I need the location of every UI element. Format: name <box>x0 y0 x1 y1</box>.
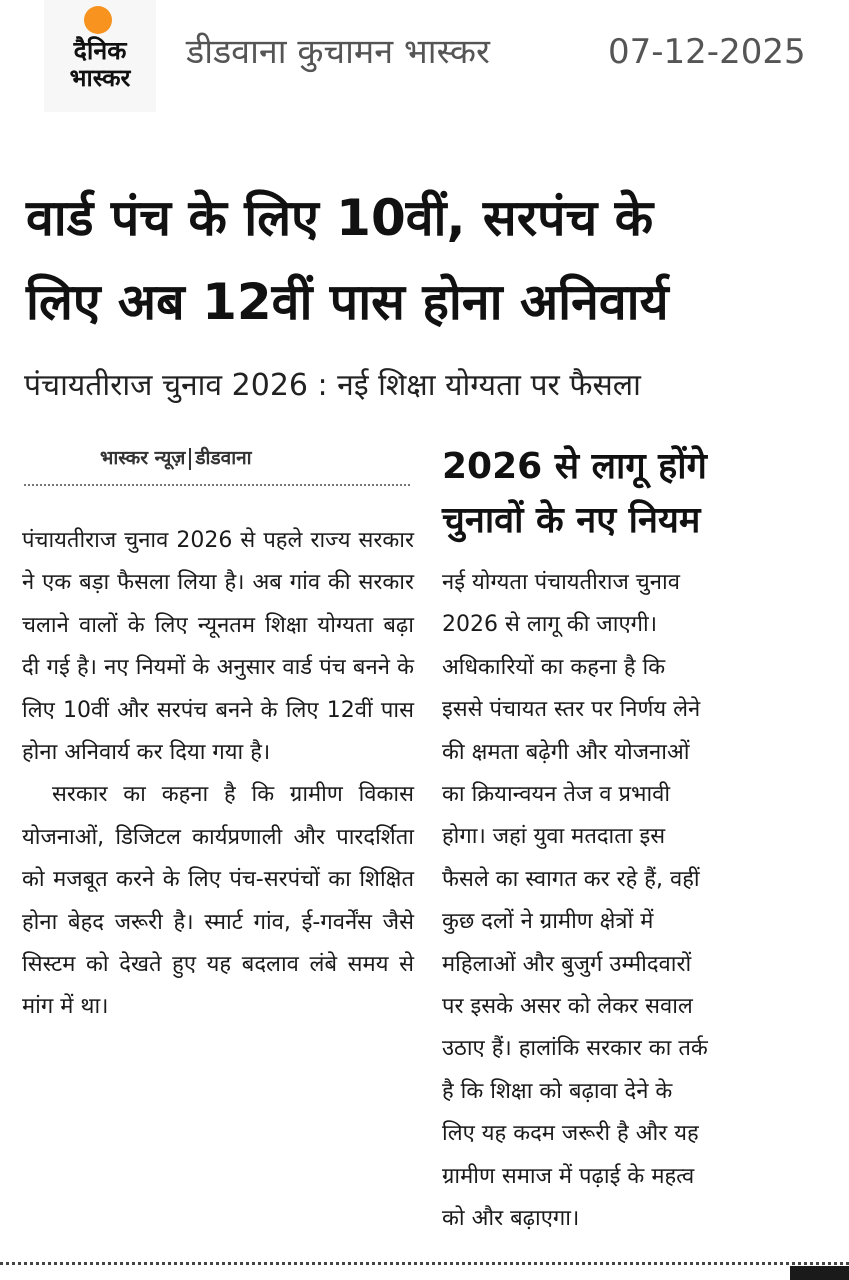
edition-name: डीडवाना कुचामन भास्कर <box>186 32 490 72</box>
byline-divider <box>24 484 410 486</box>
article-right-column <box>442 562 822 1241</box>
side-story-line: उठाए हैं। हालांकि सरकार का तर्क <box>442 1036 708 1062</box>
logo-text-dainik: दैनिक <box>73 36 127 65</box>
side-story-title-line-2: चुनावों के नए नियम <box>442 500 701 541</box>
byline-separator <box>189 448 191 470</box>
bottom-edge-block <box>790 1266 849 1280</box>
side-story-line: अधिकारियों का कहना है कि <box>442 654 666 680</box>
side-story-line: फैसले का स्वागत कर रहे हैं, वहीं <box>442 866 700 892</box>
side-story-line: का क्रियान्वयन तेज व प्रभावी <box>442 782 671 808</box>
logo-text-bhaskar: भास्कर <box>69 64 131 92</box>
side-story-line: 2026 से लागू की जाएगी। <box>442 612 658 638</box>
side-story-line: की क्षमता बढ़ेगी और योजनाओं <box>442 739 690 765</box>
byline-agency: भास्कर न्यूज़ <box>100 447 186 469</box>
byline-place: डीडवाना <box>195 447 252 469</box>
article-paragraph-2: सरकार का कहना है कि ग्रामीण विकास योजनाओं, डिजिटल कार्यप्रणाली और पारदर्शिता को मजबूत करने के लिए पंच-सरपंचों का शिक्षित होना बेहद जरूरी है। स्मार्ट गांव, ई-गवर्नेंस जैसे सिस्टम को देखते हुए यह बदलाव लंबे समय से मांग में था। <box>22 782 414 1020</box>
subheadline: पंचायतीराज चुनाव 2026 : नई शिक्षा योग्यता पर फैसला <box>24 368 641 403</box>
side-story-line: महिलाओं और बुजुर्ग उम्मीदवारों <box>442 951 692 977</box>
side-story-line: नई योग्यता पंचायतीराज चुनाव <box>442 570 680 595</box>
side-story-title <box>442 440 842 548</box>
byline <box>100 440 400 476</box>
headline-line-1: वार्ड पंच के लिए 10वीं, सरपंच के <box>26 189 654 247</box>
side-story-line: लिए यह कदम जरूरी है और यह <box>442 1121 699 1147</box>
side-story-line: होगा। जहां युवा मतदाता इस <box>442 824 666 850</box>
side-story-line: को और बढ़ाएगा। <box>442 1206 580 1232</box>
side-story-line: पर इसके असर को लेकर सवाल <box>442 994 693 1020</box>
side-story-line: कुछ दलों ने ग्रामीण क्षेत्रों में <box>442 909 654 935</box>
bottom-dotted-divider <box>0 1262 849 1265</box>
side-story-line: इससे पंचायत स्तर पर निर्णय लेने <box>442 697 701 723</box>
publication-date: 07-12-2025 <box>608 32 806 72</box>
side-story-line: है कि शिक्षा को बढ़ावा देने के <box>442 1078 673 1104</box>
sun-logo-icon <box>84 6 112 34</box>
side-story-title-line-1: 2026 से लागू होंगे <box>442 446 707 487</box>
headline <box>26 176 826 344</box>
side-story-line: ग्रामीण समाज में पढ़ाई के महत्व <box>442 1163 695 1189</box>
headline-line-2: लिए अब 12वीं पास होना अनिवार्य <box>26 273 669 331</box>
article-left-column <box>22 520 414 1029</box>
article-paragraph-1: पंचायतीराज चुनाव 2026 से पहले राज्य सरकार ने एक बड़ा फैसला लिया है। अब गांव की सरकार चलाने वालों के लिए न्यूनतम शिक्षा योग्यता बढ़ा दी गई है। नए नियमों के अनुसार वार्ड पंच बनने के लिए 10वीं और सरपंच बनने के लिए 12वीं पास होना अनिवार्य कर दिया गया है। <box>22 528 414 766</box>
dainik-bhaskar-logo <box>44 0 156 112</box>
